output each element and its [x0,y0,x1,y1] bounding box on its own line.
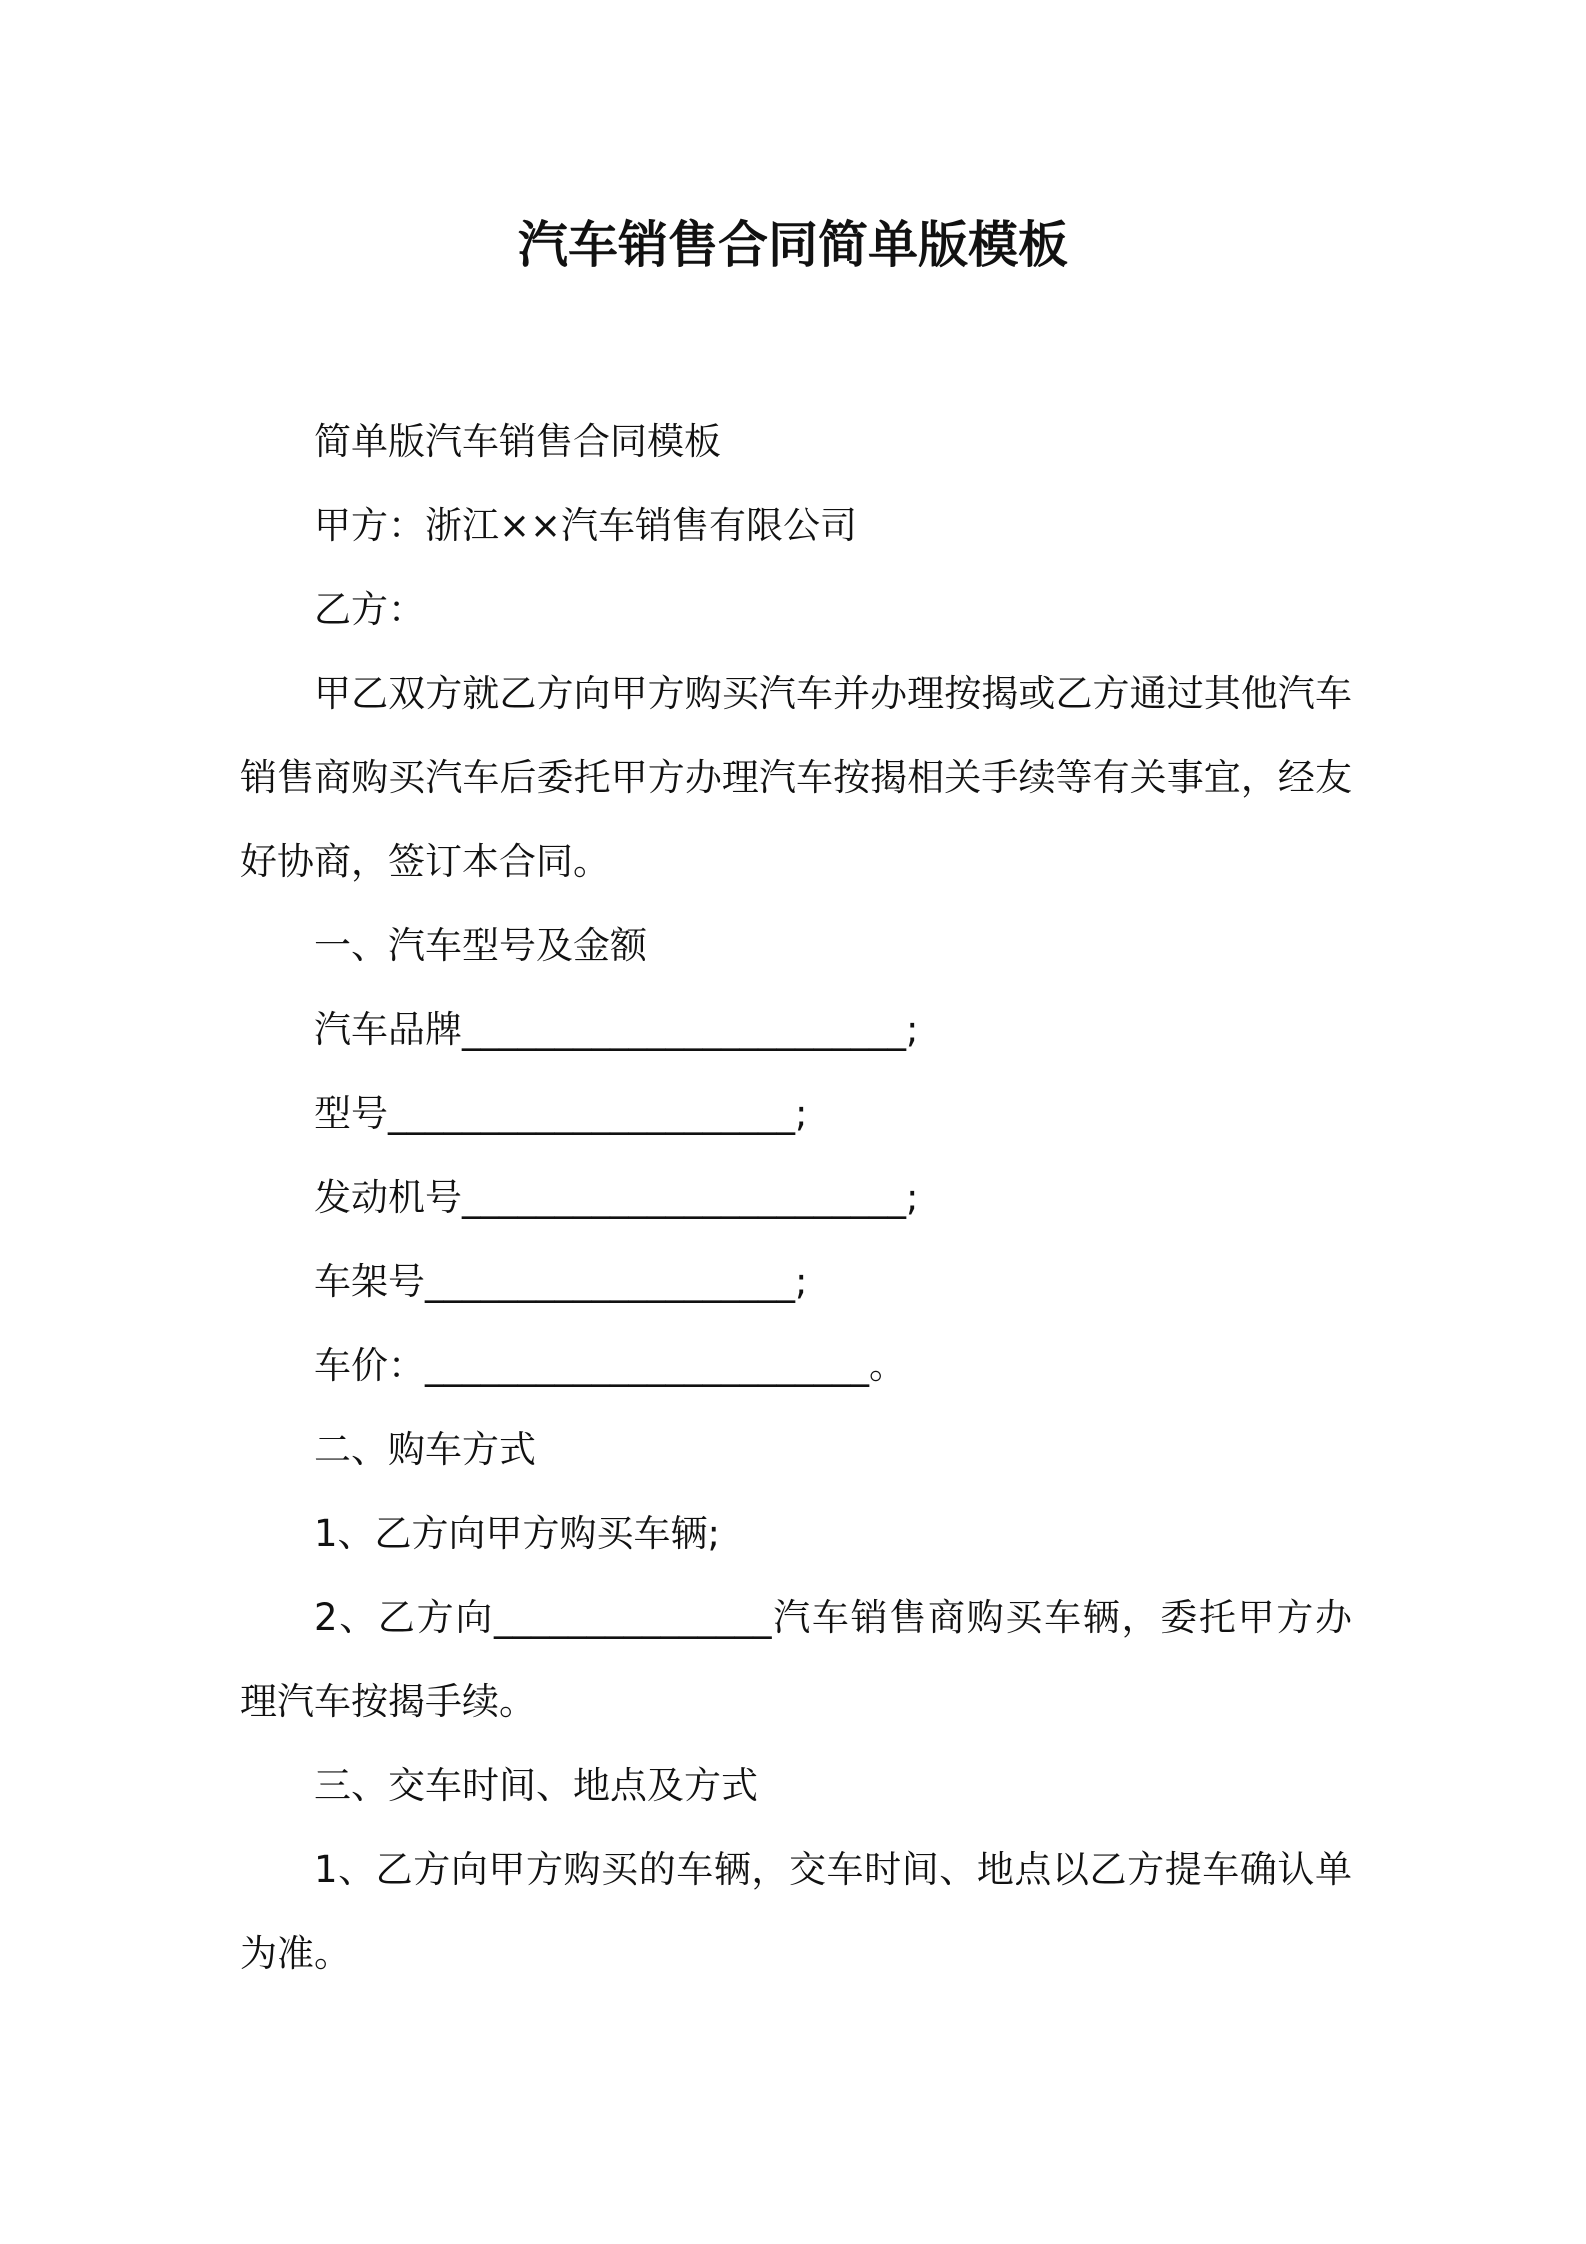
car-brand-line: 汽车品牌________________________; [314,1008,919,1051]
party-a-paragraph: 甲方：浙江××汽车销售有限公司 [314,504,858,547]
purchase-method-1: 1、乙方向甲方购买车辆; [314,1512,721,1555]
frame-number-line: 车架号____________________; [314,1260,808,1303]
section-3-heading: 三、交车时间、地点及方式 [314,1764,758,1807]
preamble-paragraph: 甲乙双方就乙方向甲方购买汽车并办理按揭或乙方通过其他汽车销售商购买汽车后委托甲方办理汽车按揭相关手续等有关事宜，经友好协商，签订本合同。 [240,672,1352,883]
car-price-line: 车价：________________________。 [314,1344,906,1387]
delivery-clause-1: 1、乙方向甲方购买的车辆，交车时间、地点以乙方提车确认单为准。 [240,1848,1352,1975]
purchase-method-2: 2、乙方向_______________汽车销售商购买车辆，委托甲方办理汽车按揭手续。 [240,1596,1352,1723]
section-1-heading: 一、汽车型号及金额 [314,924,647,967]
subtitle-paragraph: 简单版汽车销售合同模板 [314,420,721,463]
section-2-heading: 二、购车方式 [314,1428,536,1471]
car-model-line: 型号______________________; [314,1092,808,1135]
party-b-paragraph: 乙方： [314,588,425,631]
engine-number-line: 发动机号________________________; [314,1176,919,1219]
document-body [240,400,1352,1996]
document-title: 汽车销售合同简单版模板 [518,216,1068,274]
